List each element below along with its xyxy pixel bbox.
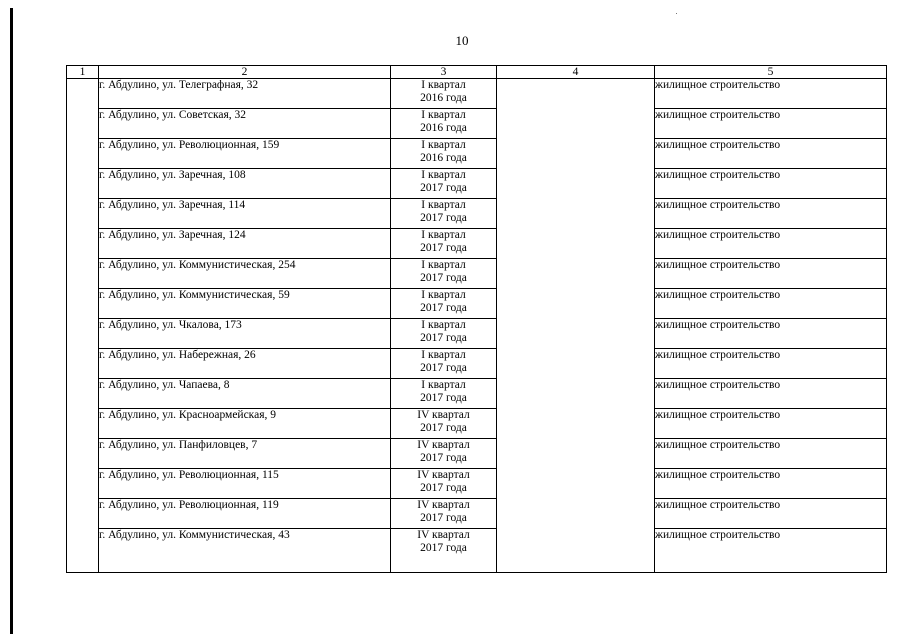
period-cell [391, 529, 497, 573]
column-header-3: 3 [391, 66, 497, 79]
table-header-row [67, 66, 887, 79]
binding-edge-line [10, 8, 13, 634]
purpose-cell: жилищное строительство [655, 379, 887, 409]
table-row [67, 469, 887, 499]
purpose-cell: жилищное строительство [655, 499, 887, 529]
address-cell: г. Абдулино, ул. Набережная, 26 [99, 349, 391, 379]
column-1-cell [67, 79, 99, 573]
period-cell [391, 229, 497, 259]
period-year: 2017 года [420, 302, 467, 314]
period-cell [391, 79, 497, 109]
address-cell: г. Абдулино, ул. Советская, 32 [99, 109, 391, 139]
table-body [67, 79, 887, 573]
period-year: 2017 года [420, 452, 467, 464]
address-cell: г. Абдулино, ул. Панфиловцев, 7 [99, 439, 391, 469]
period-year: 2017 года [420, 482, 467, 494]
period-cell [391, 499, 497, 529]
table-row [67, 79, 887, 109]
purpose-cell: жилищное строительство [655, 319, 887, 349]
address-cell: г. Абдулино, ул. Революционная, 115 [99, 469, 391, 499]
table-row [67, 319, 887, 349]
table-row [67, 409, 887, 439]
purpose-cell: жилищное строительство [655, 109, 887, 139]
address-cell: г. Абдулино, ул. Коммунистическая, 254 [99, 259, 391, 289]
address-cell: г. Абдулино, ул. Коммунистическая, 43 [99, 529, 391, 573]
period-year: 2017 года [420, 272, 467, 284]
period-cell [391, 379, 497, 409]
period-quarter: I квартал [421, 199, 466, 211]
period-cell [391, 469, 497, 499]
period-year: 2016 года [420, 92, 467, 104]
table-row [67, 199, 887, 229]
period-quarter: I квартал [421, 229, 466, 241]
purpose-cell: жилищное строительство [655, 439, 887, 469]
column-4-cell [497, 79, 655, 573]
column-header-4: 4 [497, 66, 655, 79]
period-quarter: IV квартал [417, 409, 470, 421]
period-year: 2017 года [420, 332, 467, 344]
period-quarter: I квартал [421, 289, 466, 301]
period-cell [391, 289, 497, 319]
table-row [67, 439, 887, 469]
purpose-cell: жилищное строительство [655, 169, 887, 199]
period-quarter: I квартал [421, 139, 466, 151]
period-quarter: I квартал [421, 79, 466, 91]
column-header-2: 2 [99, 66, 391, 79]
table-row [67, 289, 887, 319]
address-cell: г. Абдулино, ул. Заречная, 108 [99, 169, 391, 199]
period-cell [391, 139, 497, 169]
period-quarter: I квартал [421, 379, 466, 391]
period-quarter: IV квартал [417, 469, 470, 481]
period-cell [391, 259, 497, 289]
period-quarter: IV квартал [417, 439, 470, 451]
purpose-cell: жилищное строительство [655, 79, 887, 109]
period-quarter: IV квартал [417, 499, 470, 511]
period-cell [391, 169, 497, 199]
table-row [67, 259, 887, 289]
period-quarter: I квартал [421, 169, 466, 181]
period-year: 2017 года [420, 392, 467, 404]
period-cell [391, 409, 497, 439]
period-cell [391, 319, 497, 349]
table-row [67, 349, 887, 379]
purpose-cell: жилищное строительство [655, 259, 887, 289]
period-quarter: I квартал [421, 259, 466, 271]
table-row [67, 229, 887, 259]
period-cell [391, 439, 497, 469]
period-quarter: I квартал [421, 349, 466, 361]
table-row [67, 169, 887, 199]
address-cell: г. Абдулино, ул. Революционная, 159 [99, 139, 391, 169]
period-year: 2017 года [420, 242, 467, 254]
period-year: 2016 года [420, 152, 467, 164]
period-year: 2017 года [420, 542, 467, 554]
period-cell [391, 349, 497, 379]
purpose-cell: жилищное строительство [655, 469, 887, 499]
address-cell: г. Абдулино, ул. Телеграфная, 32 [99, 79, 391, 109]
page-number: 10 [455, 33, 469, 48]
period-year: 2016 года [420, 122, 467, 134]
period-quarter: I квартал [421, 109, 466, 121]
period-year: 2017 года [420, 212, 467, 224]
address-cell: г. Абдулино, ул. Заречная, 124 [99, 229, 391, 259]
purpose-cell: жилищное строительство [655, 529, 887, 573]
table-row [67, 499, 887, 529]
period-cell [391, 109, 497, 139]
address-cell: г. Абдулино, ул. Чкалова, 173 [99, 319, 391, 349]
period-quarter: IV квартал [417, 529, 470, 541]
address-cell: г. Абдулино, ул. Красноармейская, 9 [99, 409, 391, 439]
period-cell [391, 199, 497, 229]
purpose-cell: жилищное строительство [655, 349, 887, 379]
address-cell: г. Абдулино, ул. Заречная, 114 [99, 199, 391, 229]
period-year: 2017 года [420, 512, 467, 524]
period-year: 2017 года [420, 182, 467, 194]
table-row [67, 529, 887, 573]
purpose-cell: жилищное строительство [655, 139, 887, 169]
table-row [67, 139, 887, 169]
column-header-5: 5 [655, 66, 887, 79]
scan-speck [676, 13, 677, 14]
column-header-1: 1 [67, 66, 99, 79]
purpose-cell: жилищное строительство [655, 229, 887, 259]
purpose-cell: жилищное строительство [655, 199, 887, 229]
address-cell: г. Абдулино, ул. Коммунистическая, 59 [99, 289, 391, 319]
land-plots-table [66, 65, 887, 573]
period-year: 2017 года [420, 422, 467, 434]
purpose-cell: жилищное строительство [655, 409, 887, 439]
purpose-cell: жилищное строительство [655, 289, 887, 319]
address-cell: г. Абдулино, ул. Чапаева, 8 [99, 379, 391, 409]
period-year: 2017 года [420, 362, 467, 374]
table-row [67, 109, 887, 139]
address-cell: г. Абдулино, ул. Революционная, 119 [99, 499, 391, 529]
period-quarter: I квартал [421, 319, 466, 331]
table-row [67, 379, 887, 409]
